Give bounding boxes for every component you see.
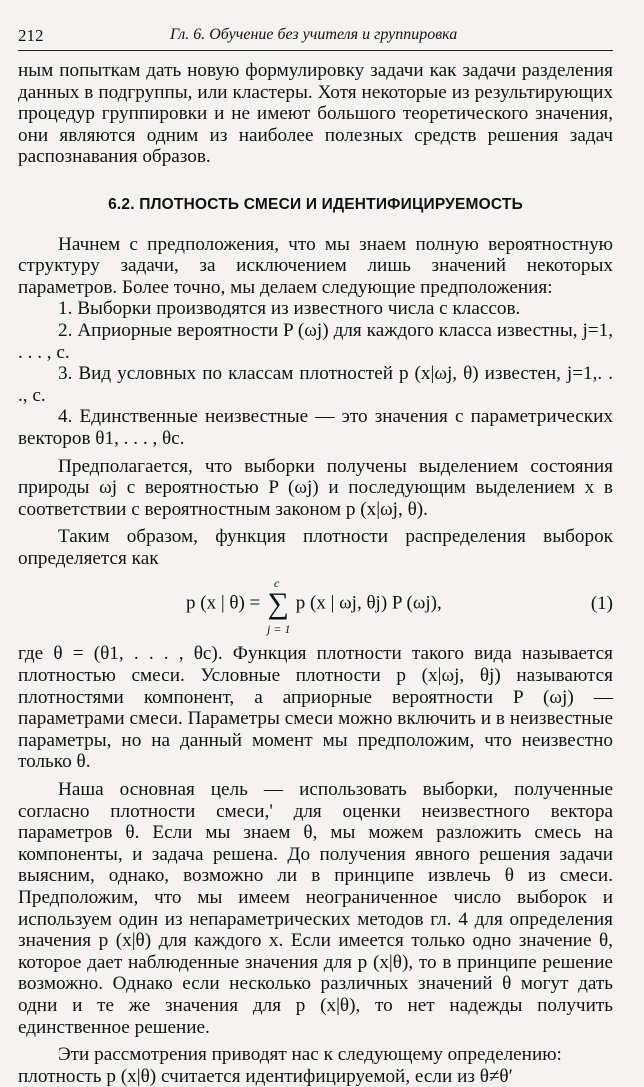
assumption-item-2: 2. Априорные вероятности P (ωj) для каждого класса известны, j=1, . . . , c. [18,319,613,363]
assumption-item-3: 3. Вид условных по классам плотностей p (x|ωj, θ) известен, j=1,. . ., c. [18,363,613,406]
sum-upper-limit: c [274,576,280,591]
sum-sign: ∑ [267,587,289,621]
page-number: 212 [18,26,44,45]
next-paragraph-line-2: плотность p (x|θ) считается идентифицируемой, если из θ≠θ′ [18,1065,513,1087]
page-header [18,22,613,51]
sum-lower-limit: j = 1 [267,622,291,637]
intro-paragraph: ным попыткам дать новую формулировку задачи как задачи разделения данных в подгруппы, или кластеры. Хотя некоторые из результирующих процедур группировки и не имеют большого теоретического значения, они являются одним из наиболее полезных средств решения задач распознавания образов. [18,60,613,168]
summation [265,576,291,637]
assumptions-paragraph: Начнем с предположения, что мы знаем полную вероятностную структуру задачи, за исключением лишь значений некоторых параметров. Более точно, мы делаем следующие предположения: [18,233,613,298]
formula-rhs: p (x | ωj, θj) P (ωj), [295,592,442,614]
next-paragraph-line-1: Эти рассмотрения приводят нас к следующему определению: [58,1044,562,1066]
formula-expression [186,576,442,637]
page-body [18,60,613,1087]
assumption-item-4: 4. Единственные неизвестные — это значения c параметрических векторов θ1, . . . , θc. [18,406,613,449]
assumption-item-1: 1. Выборки производятся из известного числа c классов. [58,298,521,320]
mixture-density-formula [18,575,613,639]
equation-number: (1) [590,593,613,615]
goal-paragraph: Наша основная цель — использовать выборки, полученные согласно плотности смеси,' для оценки неизвестного вектора параметров θ. Если мы знаем θ, мы можем разложить смесь на компоненты, и задача решена. До получения явного решения задачи выясним, однако, возможно ли в принципе извлечь θ из смеси. Предположим, что мы имеем неограниченное число выборок и используем один из непараметрических методов гл. 4 для определения значения p (x|θ) для каждого x. Если имеется только одно значение θ, которое дает наблюденные значения для p (x|θ), то в принципе решение возможно. Однако если несколько различных значений θ могут дать одни и те же значения для p (x|θ), то нет надежды получить единственное решение. [18,779,613,1038]
formula-lhs: p (x | θ) = [186,592,261,614]
density-intro-paragraph: Таким образом, функция плотности распределения выборок определяется как [18,526,613,569]
running-title: Гл. 6. Обучение без учителя и группировка [170,26,458,43]
definition-paragraph: где θ = (θ1, . . . , θc). Функция плотности такого вида называется плотностью смеси. Условные плотности p (x|ωj, θj) называются плотностями компонент, а априорные вероятности P (ωj) — параметрами смеси. Параметры смеси можно включить и в неизвестные параметры, но на данный момент мы предположим, что неизвестно только θ. [18,643,613,773]
sampling-paragraph: Предполагается, что выборки получены выделением состояния природы ωj с вероятностью P (ωj) и последующим выделением x в соответствии с вероятностным законом p (x|ωj, θ). [18,455,613,520]
section-title: 6.2. ПЛОТНОСТЬ СМЕСИ И ИДЕНТИФИЦИРУЕМОСТЬ [108,195,523,213]
